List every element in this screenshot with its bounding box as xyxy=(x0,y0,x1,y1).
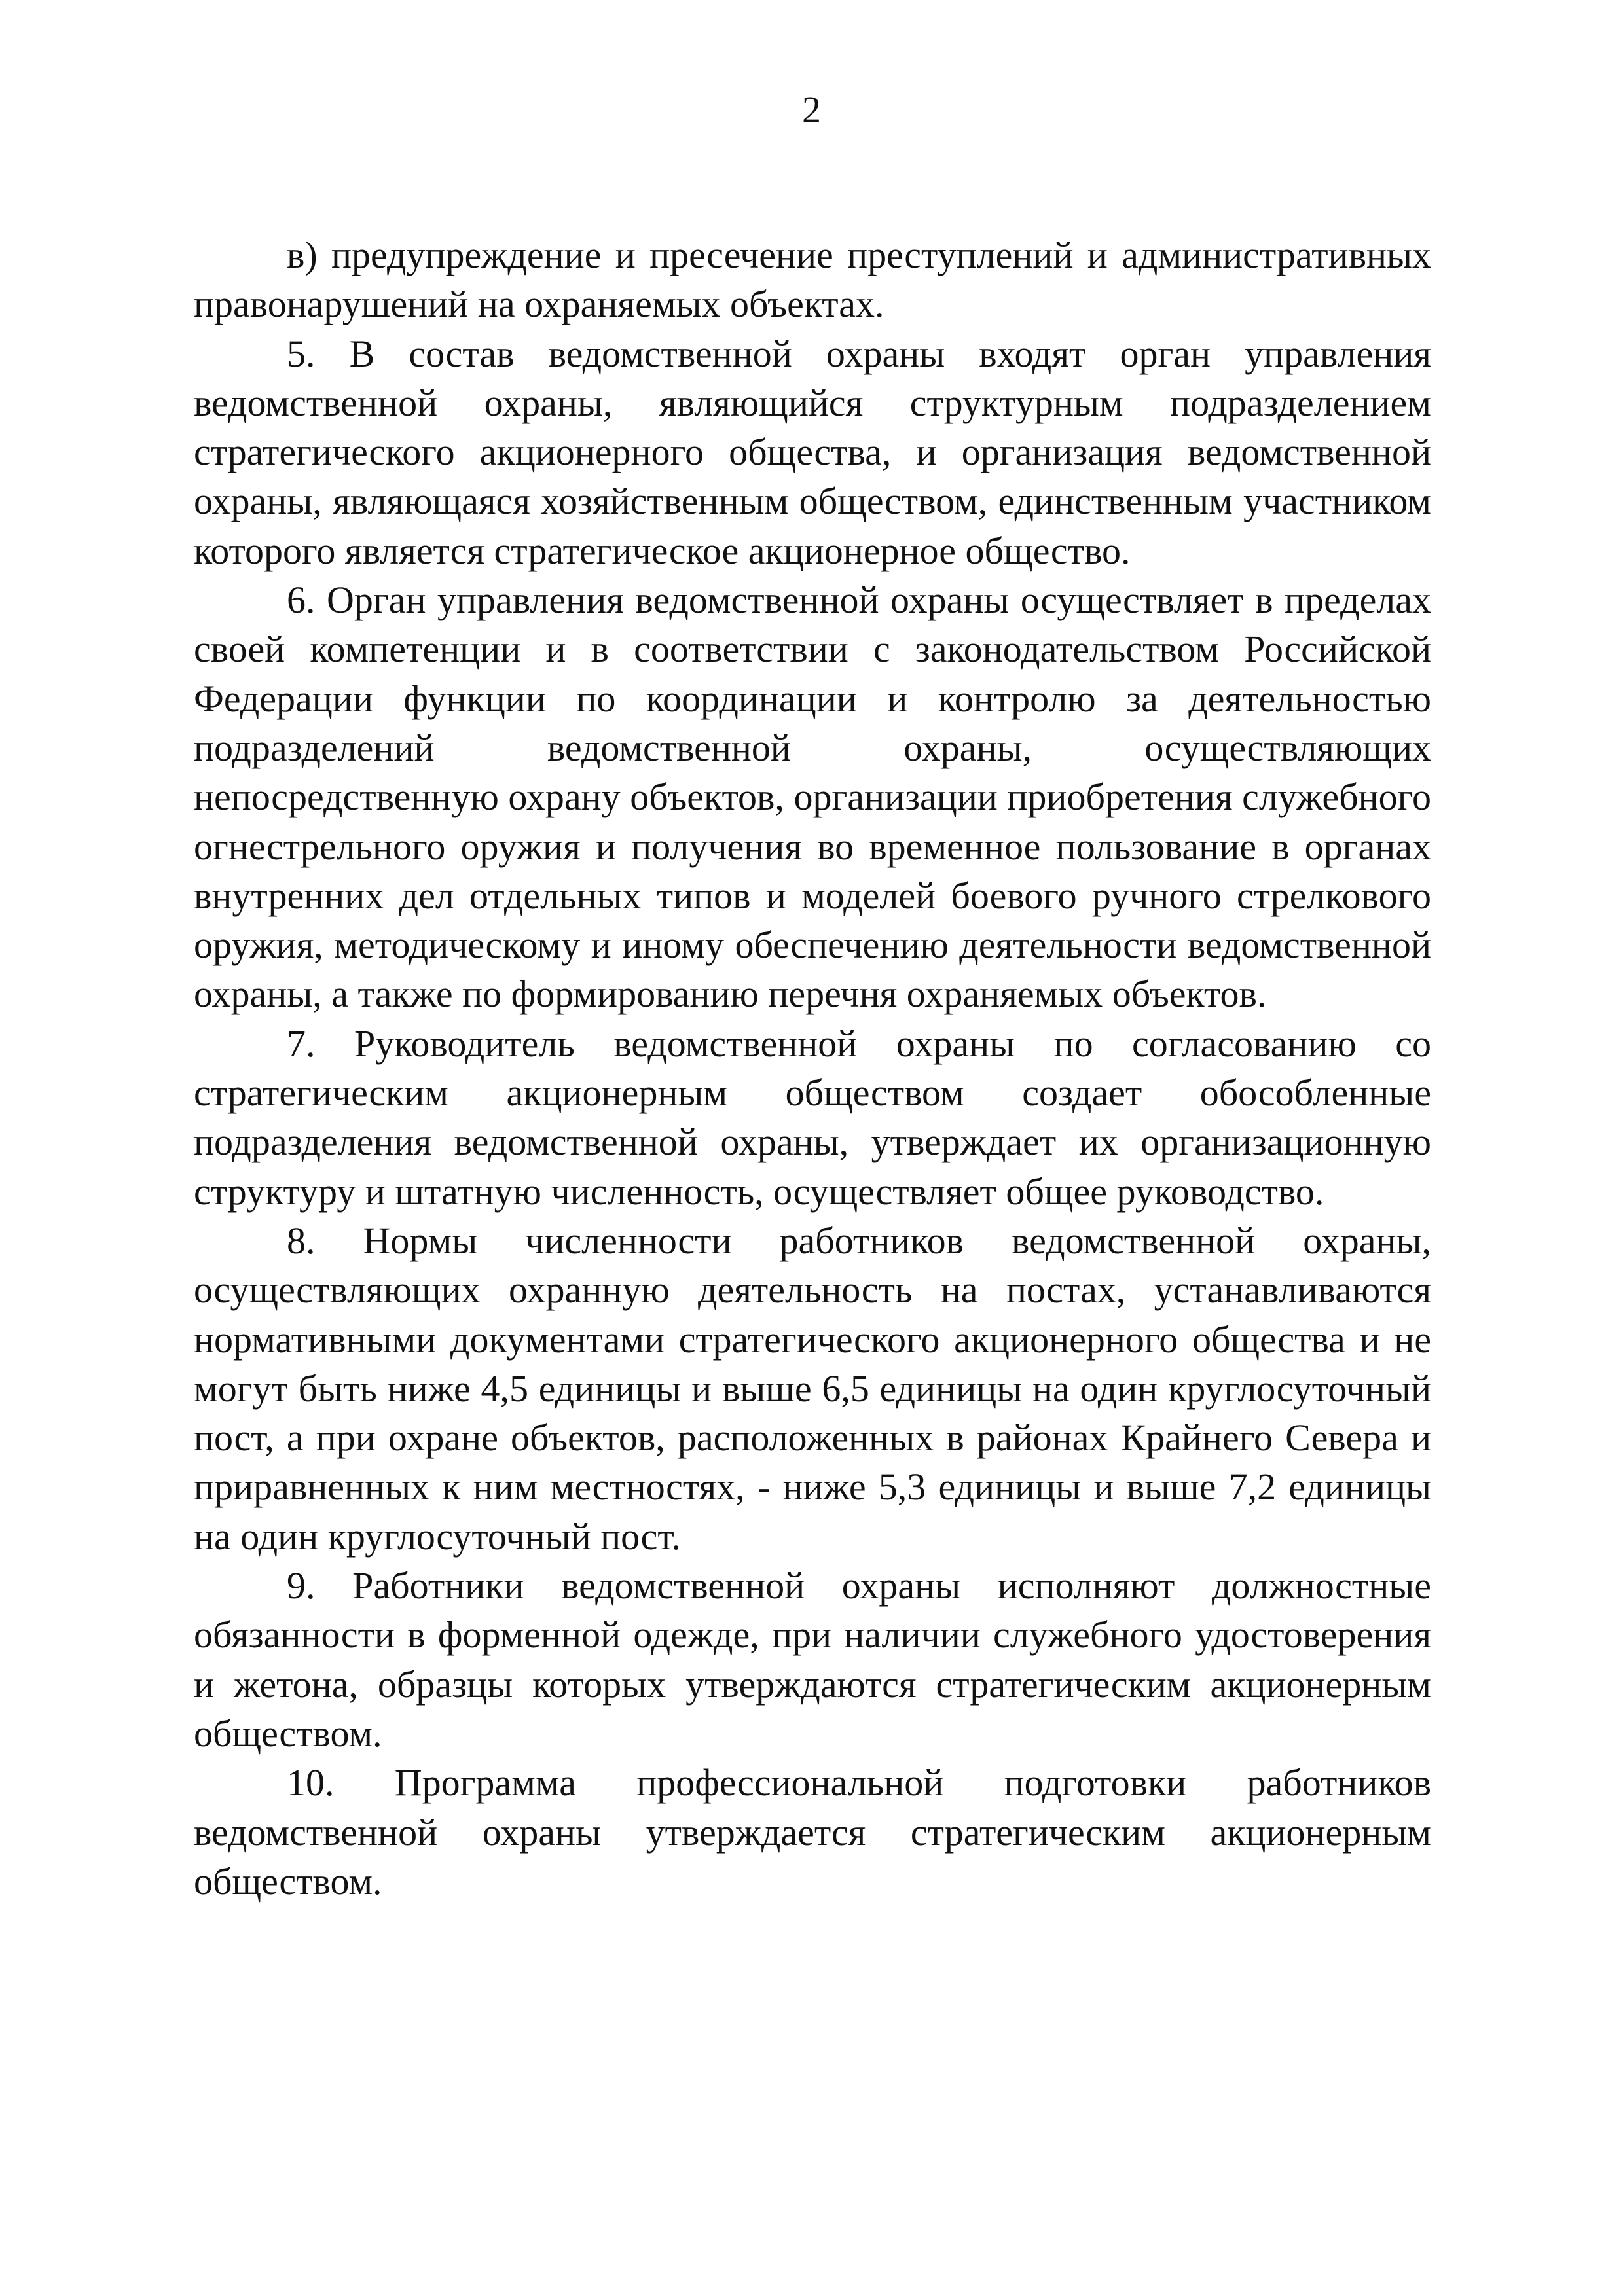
page-number: 2 xyxy=(802,88,821,131)
paragraph-8: 8. Нормы численности работников ведомственной охраны, осуществляющих охранную деятельность на постах, устанавливаются нормативными документами стратегического акционерного общества и не могут быть ниже 4,5 единицы и выше 6,5 единицы на один круглосуточный пост, а при охране объектов, расположенных в районах Крайнего Севера и приравненных к ним местностях, - ниже 5,3 единицы и выше 7,2 единицы на один круглосуточный пост. xyxy=(194,1219,1431,1558)
paragraph-5: 5. В состав ведомственной охраны входят орган управления ведомственной охраны, являющийся структурным подразделением стратегического акционерного общества, и организация ведомственной охраны, являющаяся хозяйственным обществом, единственным участником которого является стратегическое акционерное общество. xyxy=(194,332,1431,572)
paragraph-10: 10. Программа профессиональной подготовки работников ведомственной охраны утверждается стратегическим акционерным обществом. xyxy=(194,1761,1431,1903)
paragraph-9: 9. Работники ведомственной охраны исполняют должностные обязанности в форменной одежде, при наличии служебного удостоверения и жетона, образцы которых утверждаются стратегическим акционерным обществом. xyxy=(194,1564,1431,1755)
document-body xyxy=(194,230,1431,1906)
paragraph-item-v: в) предупреждение и пресечение преступлений и административных правонарушений на охраняемых объектах. xyxy=(194,234,1431,326)
paragraph-7: 7. Руководитель ведомственной охраны по согласованию со стратегическим акционерным обществом создает обособленные подразделения ведомственной охраны, утверждает их организационную структуру и штатную численность, осуществляет общее руководство. xyxy=(194,1022,1431,1213)
paragraph-6: 6. Орган управления ведомственной охраны осуществляет в пределах своей компетенции и в соответствии с законодательством Российской Федерации функции по координации и контролю за деятельностью подразделений ведомственной охраны, осуществляющих непосредственную охрану объектов, организации приобретения служебного огнестрельного оружия и получения во временное пользование в органах внутренних дел отдельных типов и моделей боевого ручного стрелкового оружия, методическому и иному обеспечению деятельности ведомственной охраны, а также по формированию перечня охраняемых объектов. xyxy=(194,579,1431,1016)
